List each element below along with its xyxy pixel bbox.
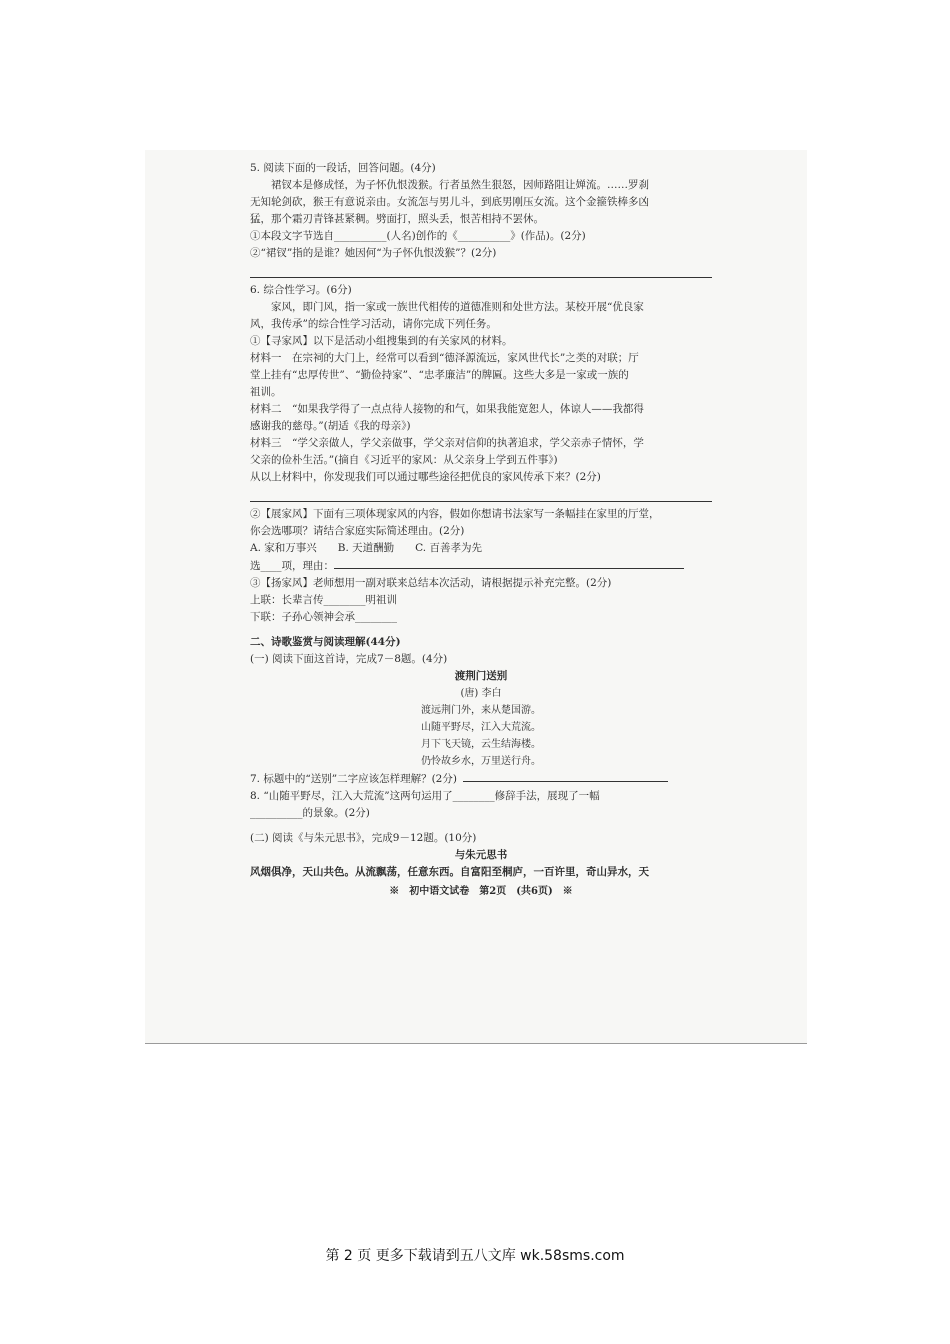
material-question: 从以上材料中，你发现我们可以通过哪些途径把优良的家风传承下来？(2分) bbox=[250, 471, 601, 483]
essay-line: 风烟俱净，天山共色。从流飘荡，任意东西。自富阳至桐庐，一百许里，奇山异水，天 bbox=[250, 866, 649, 878]
q6-task2: ②【展家风】下面有三项体现家风的内容，假如你想请书法家写一条幅挂在家里的厅堂， bbox=[250, 508, 660, 520]
q6-intro-line: 风，我传承”的综合性学习活动，请你完成下列任务。 bbox=[250, 318, 497, 330]
part-1-instruction: (一) 阅读下面这首诗，完成7－8题。(4分) bbox=[250, 653, 448, 665]
section-2-title: 二、诗歌鉴赏与阅读理解(44分) bbox=[250, 636, 401, 648]
answer-line bbox=[250, 488, 712, 502]
q5-passage-line: 无知轮剑砍，猴王有意说亲由。女流怎与男儿斗，到底男刚压女流。这个金箍铁棒多凶 bbox=[250, 196, 649, 208]
q6-task1: ①【寻家风】以下是活动小组搜集到的有关家风的材料。 bbox=[250, 335, 513, 347]
q6-options: A. 家和万事兴 B. 天道酬勤 C. 百善孝为先 bbox=[250, 542, 482, 554]
material-2-line: 材料二 “如果我学得了一点点待人接物的和气，如果我能宽恕人，体谅人——我都得 bbox=[250, 403, 644, 415]
q6-choose bbox=[250, 557, 712, 575]
choose-label: 选____项，理由： bbox=[250, 560, 334, 572]
essay-title: 与朱元思书 bbox=[454, 849, 508, 861]
q5-stem: 5. 阅读下面的一段话，回答问题。(4分) bbox=[250, 162, 436, 174]
material-1-line: 材料一 在宗祠的大门上，经常可以看到“德泽源流远，家风世代长”之类的对联；厅 bbox=[250, 352, 639, 364]
page-footer: 第 2 页 更多下载请到五八文库 wk.58sms.com bbox=[325, 1248, 625, 1264]
material-2-line: 感谢我的慈母。”(胡适《我的母亲》) bbox=[250, 420, 411, 432]
poem-line: 仍怜故乡水，万里送行舟。 bbox=[421, 756, 541, 767]
answer-line bbox=[463, 770, 668, 782]
q8-line: __________的景象。(2分) bbox=[250, 807, 370, 819]
poem-line: 山随平野尽，江入大荒流。 bbox=[421, 722, 541, 733]
poem-author: (唐) 李白 bbox=[460, 688, 502, 699]
q5-passage-line: 裙钗本是修成怪，为子怀仇恨泼猴。行者虽然生狠怒，因师路阻让婵流。……罗刹 bbox=[271, 179, 649, 191]
q6-task2: 你会选哪项？请结合家庭实际简述理由。(2分) bbox=[250, 525, 465, 537]
poem-title: 渡荆门送别 bbox=[454, 670, 508, 682]
scan-page-footer: ※ 初中语文试卷 第2页 (共6页) ※ bbox=[389, 886, 573, 897]
poem-line: 渡远荆门外，来从楚国游。 bbox=[421, 705, 541, 716]
q6-intro-line: 家风，即门风，指一家或一族世代相传的道德准则和处世方法。某校开展“优良家 bbox=[271, 301, 644, 313]
q6-stem: 6. 综合性学习。(6分) bbox=[250, 284, 352, 296]
material-1-line: 堂上挂有“忠厚传世”、“勤俭持家”、“忠孝廉洁”的牌匾。这些大多是一家或一族的 bbox=[250, 369, 629, 381]
material-3-line: 父亲的俭朴生活。”(摘自《习近平的家风：从父亲身上学到五件事》) bbox=[250, 454, 558, 466]
part-2-instruction: (二) 阅读《与朱元思书》，完成9－12题。(10分) bbox=[250, 832, 477, 844]
q5-passage-line: 猛，那个霜刃青锋甚紧稠。劈面打，照头丢，恨苦相持不罢休。 bbox=[250, 213, 544, 225]
couplet-upper: 上联：长辈言传________明祖训 bbox=[250, 594, 397, 606]
q7-text: 7. 标题中的“送别”二字应该怎样理解？(2分) bbox=[250, 773, 457, 785]
answer-line bbox=[250, 264, 712, 278]
exam-content bbox=[250, 160, 712, 900]
material-1-line: 祖训。 bbox=[250, 386, 282, 398]
q5-sub1: ①本段文字节选自__________(人名)创作的《__________》(作品)。(2分) bbox=[250, 230, 586, 242]
material-3-line: 材料三 “学父亲做人，学父亲做事，学父亲对信仰的执著追求，学父亲赤子情怀，学 bbox=[250, 437, 644, 449]
q6-task3: ③【扬家风】老师想用一副对联来总结本次活动，请根据提示补充完整。(2分) bbox=[250, 577, 612, 589]
q8-line: 8. “山随平野尽，江入大荒流”这两句运用了________修辞手法，展现了一幅 bbox=[250, 790, 600, 802]
answer-line bbox=[334, 557, 684, 569]
couplet-lower: 下联：子孙心领神会承________ bbox=[250, 611, 397, 623]
q7 bbox=[250, 770, 712, 788]
q5-sub2: ②“裙钗”指的是谁？她因何“为子怀仇恨泼猴”？(2分) bbox=[250, 247, 497, 259]
poem-line: 月下飞天镜，云生结海楼。 bbox=[421, 739, 541, 750]
